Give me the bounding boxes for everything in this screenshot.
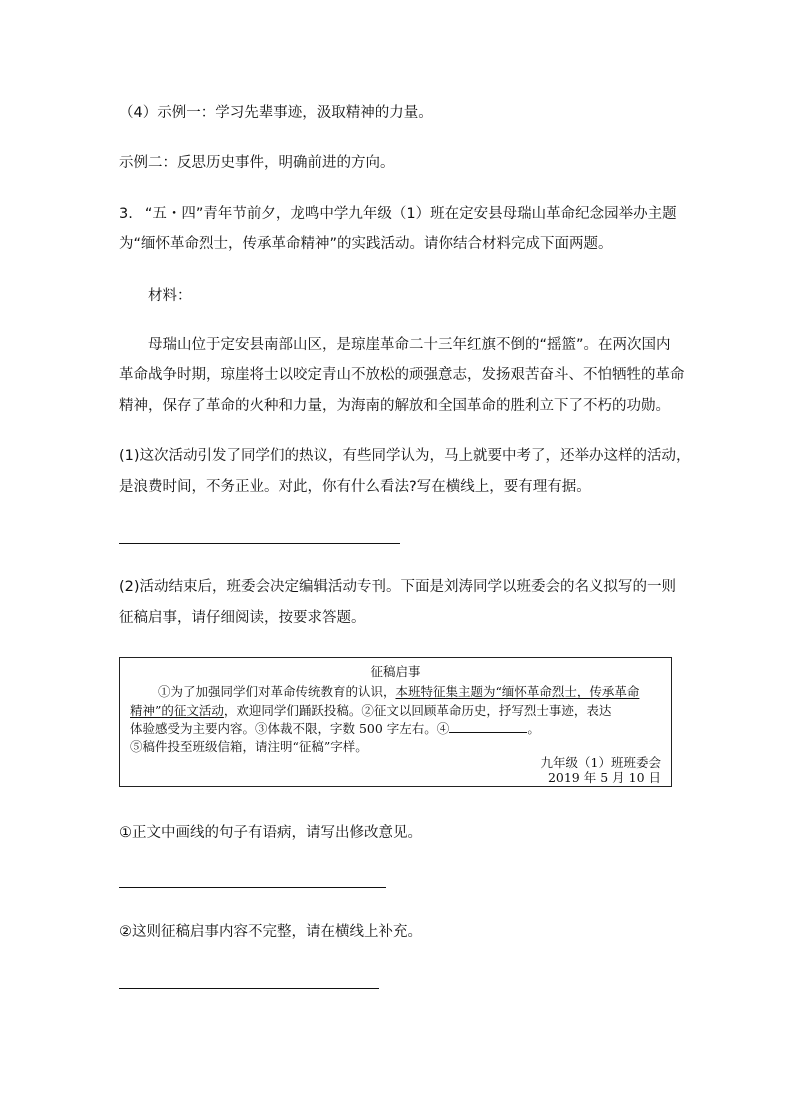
sub-question-2-line-1: (2)活动结束后，班委会决定编辑活动专刊。下面是刘涛同学以班委会的名义拟写的一则 (119, 579, 677, 595)
question-number: 3. (119, 206, 133, 222)
sub-question-2-part-2: ②这则征稿启事内容不完整，请在横线上补充。 (119, 924, 422, 940)
notice-line-3: 体验感受为主要内容。③体裁不限，字数 500 字左右。④ 。 (130, 721, 540, 736)
flawed-sentence-part-1: 本班特征集主题为“缅怀革命烈士，传承革命 (395, 684, 640, 699)
flawed-sentence-part-2: 精神”的征文活动 (130, 703, 224, 718)
answer-line-1[interactable] (119, 543, 400, 544)
sub-question-1-line-2: 是浪费时间，不务正业。对此，你有什么看法?写在横线上，要有理有据。 (119, 479, 591, 495)
material-line-3: 精神，保存了革命的火种和力量，为海南的解放和全国革命的胜利立下了不朽的功勋。 (119, 398, 670, 414)
answer-example-1: （4）示例一：学习先辈事迹，汲取精神的力量。 (119, 105, 433, 121)
notice-title: 征稿启事 (370, 664, 421, 679)
question-3-intro-line-1: 3. “五・四”青年节前夕，龙鸣中学九年级（1）班在定安县母瑞山革命纪念园举办主题 (119, 206, 677, 222)
notice-line-1: ①为了加强同学们对革命传统教育的认识，本班特征集主题为“缅怀革命烈士，传承革命 (158, 684, 640, 699)
answer-line-2[interactable] (119, 887, 386, 888)
material-label: 材料： (148, 288, 192, 304)
notice-date: 2019 年 5 月 10 日 (547, 770, 661, 785)
sub-question-2-line-2: 征稿启事，请仔细阅读，按要求答题。 (119, 610, 366, 626)
notice-signature: 九年级（1）班班委会 (540, 755, 661, 770)
answer-line-3[interactable] (119, 988, 379, 989)
material-line-2: 革命战争时期，琼崖将士以咬定青山不放松的顽强意志，发扬艰苦奋斗、不怕牺牲的革命 (119, 367, 685, 383)
notice-blank[interactable] (449, 720, 527, 733)
sub-question-1-line-1: (1)这次活动引发了同学们的热议，有些同学认为，马上就要中考了，还举办这样的活动， (119, 448, 691, 464)
answer-example-2: 示例二：反思历史事件，明确前进的方向。 (119, 155, 395, 171)
question-3-intro-line-2: 为“缅怀革命烈士，传承革命精神”的实践活动。请你结合材料完成下面两题。 (119, 236, 613, 252)
sub-question-2-part-1: ①正文中画线的句子有语病，请写出修改意见。 (119, 825, 422, 841)
notice-box (119, 657, 672, 787)
notice-line-4: ⑤稿件投至班级信箱，请注明“征稿”字样。 (130, 739, 368, 754)
material-line-1: 母瑞山位于定安县南部山区，是琼崖革命二十三年红旗不倒的“摇篮”。在两次国内 (148, 337, 671, 353)
notice-line-2: 精神”的征文活动，欢迎同学们踊跃投稿。②征文以回顾革命历史，抒写烈士事迹，表达 (130, 703, 612, 718)
